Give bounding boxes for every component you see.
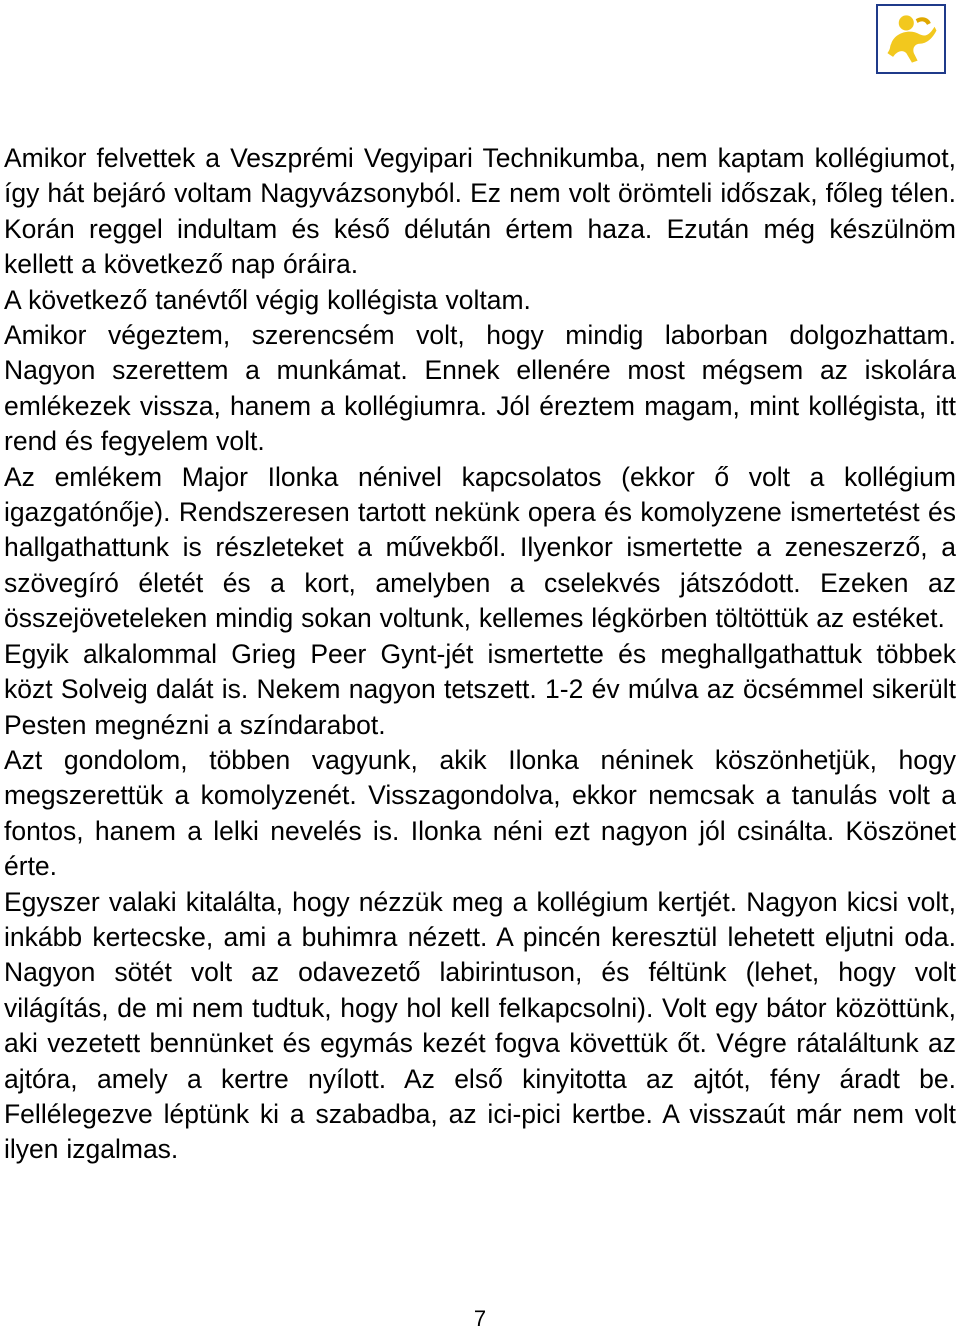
- paragraph: Azt gondolom, többen vagyunk, akik Ilonka néninek köszönhetjük, hogy megszerettük a komolyzenét. Visszagondolva, ekkor nemcsak a tanulás volt a fontos, hanem a lelki nevelés is. Ilonka néni ezt nagyon jól csinálta. Köszönet érte.: [4, 744, 956, 882]
- paragraph: Az emlékem Major Ilonka nénivel kapcsolatos (ekkor ő volt a kollégium igazgatónője). Rendszeresen tartott nekünk opera és komolyzene ismertetést és hallgathattunk is részleteket a művekből. Ilyenkor ismertette a zeneszerző, a szövegíró életét és a kort, amelyben a cselekvés játszódott. Ezeken az összejöveteleken mindig sokan voltunk, kellemes légkörben töltöttük az estéket.: [4, 461, 956, 634]
- paragraph: Egyik alkalommal Grieg Peer Gynt-jét ismertette és meghallgathattuk többek közt Solveig dalát is. Nekem nagyon tetszett. 1-2 év múlva az öcsémmel sikerült Pesten megnézni a színdarabot.: [4, 638, 956, 740]
- paragraph: Amikor felvettek a Veszprémi Vegyipari Technikumba, nem kaptam kollégiumot, így hát bejáró voltam Nagyvázsonyból. Ez nem volt örömteli időszak, főleg télen. Korán reggel indultam és késő délután értem haza. Ezután még készülnöm kellett a következő nap óráira.: [4, 143, 956, 280]
- paragraph: Egyszer valaki kitalálta, hogy nézzük meg a kollégium kertjét. Nagyon kicsi volt, inkább kertecske, ami a buhimra nézett. A pincén keresztül lehetett eljutni oda. Nagyon sötét volt az odavezető labirintuson, és féltünk (lehet, hogy volt világítás, de mi nem tudtuk, hogy hol kell felkapcsolni). Volt egy bátor közöttünk, aki vezetett bennünket és egymás kezét fogva követtük őt. Végre rátaláltunk az ajtóra, amely a kertre nyílott. Az első kinyitotta az ajtót, fény áradt be. Fellélegezve léptünk ki a szabadba, az ici-pici kertbe. A visszaút már nem volt ilyen izgalmas.: [4, 886, 956, 1165]
- document-body: [4, 141, 956, 1168]
- publisher-logo-icon: [876, 4, 946, 74]
- paragraph: A következő tanévtől végig kollégista voltam.: [4, 284, 531, 315]
- paragraph: Amikor végeztem, szerencsém volt, hogy mindig laborban dolgozhattam. Nagyon szerettem a munkámat. Ennek ellenére most mégsem az iskolára emlékezek vissza, hanem a kollégiumra. Jól éreztem magam, mint kollégista, itt rend és fegyelem volt.: [4, 320, 956, 457]
- page-number: 7: [473, 1306, 487, 1331]
